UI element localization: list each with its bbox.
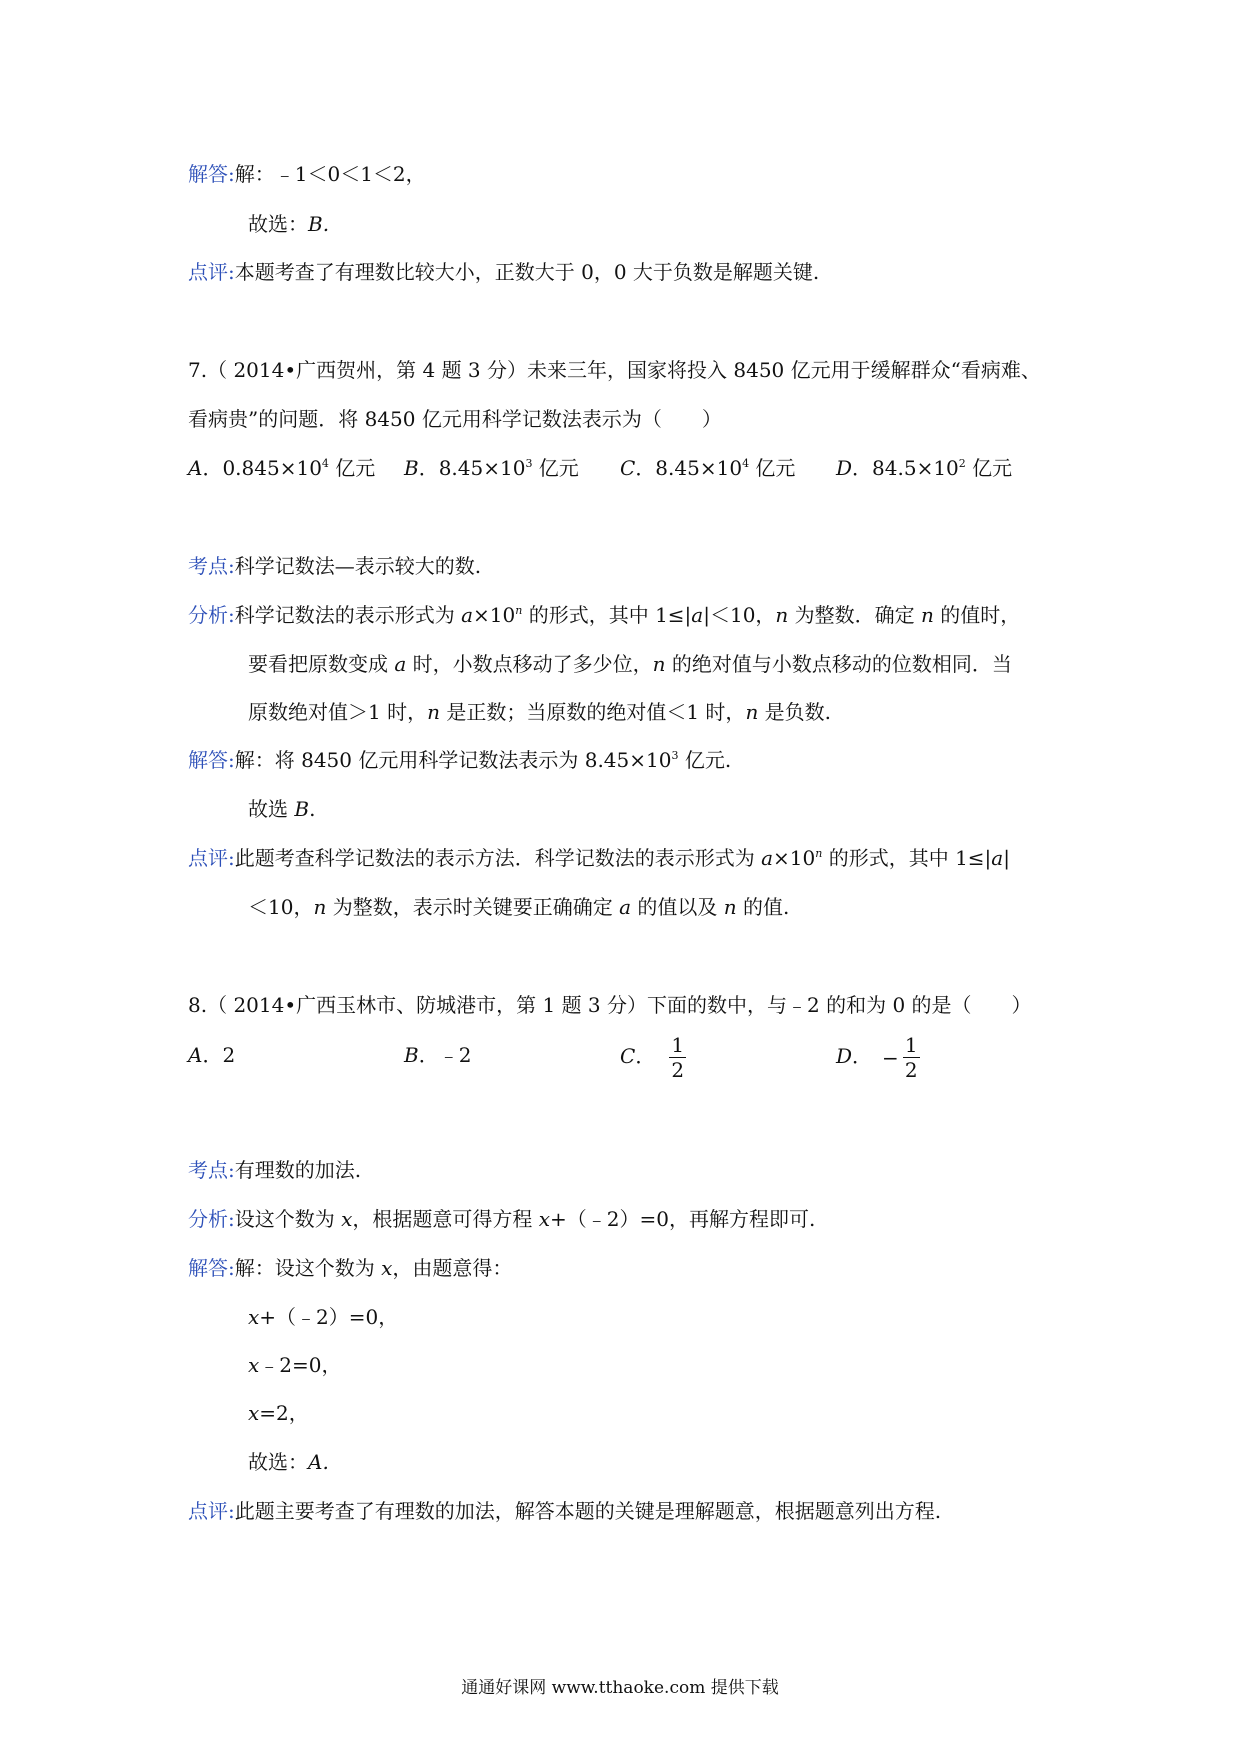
text: 的绝对值与小数点移动的位数相同．当 (665, 652, 1012, 676)
q7-comment-line1 (188, 845, 1010, 871)
text: 是负数. (758, 700, 832, 724)
option-unit: 亿元 (965, 456, 1013, 480)
var: x (248, 1353, 260, 1377)
denominator: 2 (671, 1058, 685, 1082)
option-text: ．8.45×10 (418, 456, 526, 480)
numerator: 1 (904, 1033, 918, 1057)
text: 的形式，其中 1≤| (522, 603, 692, 627)
q6-select-line (248, 211, 329, 237)
q8-option-a (188, 1042, 235, 1068)
q7-option-a (188, 455, 375, 481)
q8-analysis-line (188, 1206, 815, 1232)
text: =2， (259, 1401, 309, 1425)
comment-label: 点评: (188, 846, 235, 870)
option-text: ．0.845×10 (202, 456, 322, 480)
q8-step2 (248, 1352, 342, 1378)
q7-option-c (620, 455, 795, 481)
option-exponent: 3 (525, 457, 533, 470)
q7-analysis-line1 (188, 602, 1020, 628)
text: ，根据题意可得方程 (352, 1207, 539, 1231)
fraction (903, 1035, 920, 1080)
q8-answer-line (188, 1255, 512, 1281)
q7-comment-line2 (248, 894, 789, 920)
q6-comment-text: 本题考查了有理数比较大小，正数大于 0，0 大于负数是解题关键. (234, 260, 820, 284)
q6-comment-line (188, 259, 819, 285)
exponent: n (515, 604, 523, 617)
text: +（﹣2）=0，再解方程即可. (550, 1207, 816, 1231)
denominator: 2 (904, 1058, 918, 1082)
q7-option-b (404, 455, 579, 481)
text: 的值以及 (631, 895, 724, 919)
text: |＜10， (703, 603, 776, 627)
text: | (1003, 846, 1010, 870)
comment-label: 点评: (188, 260, 235, 284)
q8-stem: 8.（ 2014•广西玉林市、防城港市，第 1 题 3 分）下面的数中，与﹣2 的和为 0 的是（ ） (188, 993, 1032, 1017)
select-prefix: 故选 (248, 797, 295, 821)
answer-label: 解答: (188, 162, 235, 186)
var: n (723, 895, 737, 919)
option-letter: D (836, 456, 853, 480)
var: a (394, 652, 407, 676)
option-text: ．﹣2 (418, 1043, 472, 1067)
page-footer: 通通好课网 www.tthaoke.com 提供下载 (461, 1678, 779, 1698)
text: 要看把原数变成 (248, 652, 395, 676)
point-label: 考点: (188, 554, 235, 578)
q6-answer-text: 解：﹣1＜0＜1＜2， (234, 162, 426, 186)
text: ，由题意得： (392, 1256, 513, 1280)
q7-option-d (836, 455, 1012, 481)
var: a (691, 603, 704, 627)
q7-stem-line2: 看病贵”的问题．将 8450 亿元用科学记数法表示为（ ） (188, 407, 722, 431)
point-label: 考点: (188, 1158, 235, 1182)
q8-option-b (404, 1042, 471, 1068)
exponent: n (815, 847, 823, 860)
text: 的值时， (933, 603, 1021, 627)
q8-step1 (248, 1304, 398, 1330)
var: n (652, 652, 666, 676)
text: ×10 (473, 603, 516, 627)
text: 亿元. (678, 748, 732, 772)
select-value: B (294, 797, 310, 821)
var: n (427, 700, 440, 724)
q8-step3 (248, 1400, 309, 1426)
option-exponent: 2 (958, 457, 966, 470)
q7-analysis-line3 (248, 699, 831, 725)
text: ＜10， (248, 895, 314, 919)
option-text: ． (852, 1044, 873, 1068)
option-unit: 亿元 (749, 456, 796, 480)
analysis-label: 分析: (188, 1207, 235, 1231)
text: ﹣2=0， (259, 1353, 342, 1377)
option-letter: C (620, 456, 636, 480)
q7-point-text: 科学记数法—表示较大的数. (234, 554, 482, 578)
q8-comment-text: 此题主要考查了有理数的加法，解答本题的关键是理解题意，根据题意列出方程. (234, 1499, 942, 1523)
var: x (381, 1256, 393, 1280)
q8-point-text: 有理数的加法. (234, 1158, 362, 1182)
option-unit: 亿元 (328, 456, 376, 480)
text: 科学记数法的表示形式为 (234, 603, 462, 627)
text: 的值. (736, 895, 790, 919)
comment-label: 点评: (188, 1499, 235, 1523)
select-prefix: 故选： (248, 1450, 308, 1474)
var: n (313, 895, 327, 919)
option-letter: C (620, 1044, 636, 1068)
var: x (248, 1305, 260, 1329)
var: n (745, 700, 759, 724)
option-exponent: 4 (321, 457, 329, 470)
numerator: 1 (671, 1033, 685, 1057)
option-exponent: 4 (742, 457, 750, 470)
text: 原数绝对值＞1 时， (248, 700, 428, 724)
var: x (538, 1207, 551, 1231)
option-text: ． (635, 1044, 656, 1068)
q8-option-c (620, 1030, 686, 1082)
q8-comment-line (188, 1498, 941, 1524)
q7-point-line (188, 553, 481, 579)
q8-option-d (836, 1030, 920, 1084)
text: 为整数．确定 (788, 603, 922, 627)
answer-label: 解答: (188, 748, 235, 772)
q7-select-line (248, 796, 315, 822)
var: a (991, 846, 1004, 870)
select-value: B. (308, 212, 330, 236)
var: x (248, 1401, 260, 1425)
var: n (921, 603, 934, 627)
q8-point-line (188, 1157, 361, 1183)
option-unit: 亿元 (532, 456, 579, 480)
var: a (761, 846, 774, 870)
var: a (461, 603, 474, 627)
answer-label: 解答: (188, 1256, 235, 1280)
text: 为整数，表示时关键要正确确定 (326, 895, 620, 919)
text: 解：将 8450 亿元用科学记数法表示为 8.45×10 (234, 748, 672, 772)
q7-analysis-line2 (248, 651, 1012, 677)
q8-select-line (248, 1449, 329, 1475)
q6-answer-line (188, 161, 426, 187)
option-text: ．84.5×10 (852, 456, 959, 480)
option-text: ．8.45×10 (635, 456, 743, 480)
analysis-label: 分析: (188, 603, 235, 627)
minus-sign: − (882, 1045, 899, 1070)
text: 的形式，其中 1≤| (822, 846, 992, 870)
q7-stem-line1: 7.（ 2014•广西贺州，第 4 题 3 分）未来三年，国家将投入 8450 亿元用于缓解群众“看病难、 (188, 358, 1041, 382)
text: 是正数；当原数的绝对值＜1 时， (439, 700, 746, 724)
option-text: ．2 (202, 1043, 236, 1067)
var: a (619, 895, 631, 919)
exponent: 3 (671, 749, 679, 762)
select-value: A. (308, 1450, 329, 1474)
option-letter: D (836, 1044, 853, 1068)
var: x (341, 1207, 353, 1231)
option-letter: B (404, 456, 419, 480)
text: 解：设这个数为 (234, 1256, 382, 1280)
fraction (669, 1035, 686, 1080)
text: . (309, 797, 316, 821)
text: ×10 (773, 846, 816, 870)
select-prefix: 故选： (248, 212, 308, 236)
q7-answer-line (188, 747, 731, 773)
var: n (775, 603, 789, 627)
text: 此题考查科学记数法的表示方法．科学记数法的表示形式为 (234, 846, 762, 870)
option-letter: B (404, 1043, 419, 1067)
text: +（﹣2）=0， (259, 1305, 399, 1329)
text: 时，小数点移动了多少位， (406, 652, 653, 676)
option-letter: A (188, 456, 203, 480)
text: 设这个数为 (234, 1207, 342, 1231)
option-letter: A (188, 1043, 203, 1067)
